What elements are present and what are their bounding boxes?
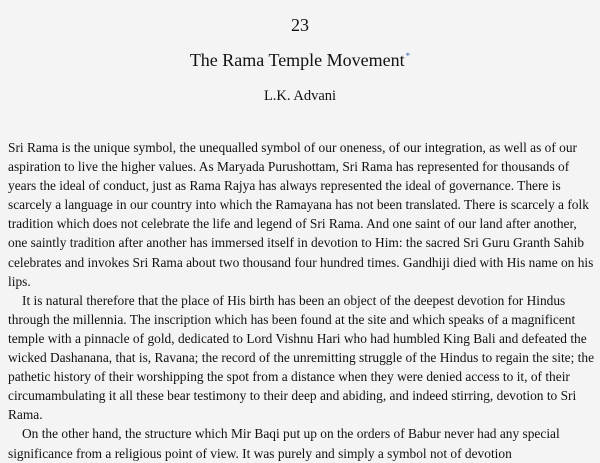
body-text: [8, 138, 595, 463]
author-name: L.K. Advani: [263, 88, 337, 104]
paragraph-3: On the other hand, the structure which Mir Baqi put up on the orders of Babur never had any special significance from a religious point of view. It was purely and simply a symbol not of devotion: [8, 426, 560, 461]
chapter-number: 23: [291, 15, 309, 35]
footnote-marker[interactable]: *: [405, 51, 411, 61]
paragraph-1: Sri Rama is the unique symbol, the unequalled symbol of our oneness, of our integration, as well as of our aspiration to live the higher values. As Maryada Purushottam, Sri Rama has represented for thousands of years the ideal of conduct, just as Rama Rajya has always represented the ideal of governance. There is scarcely a language in our country into which the Ramayana has not been translated. There is scarcely a folk tradition which does not celebrate the life and legend of Sri Rama. And one saint of our land after another, one saintly tradition after another has immersed itself in devotion to Him: the sacred Sri Guru Granth Sahib celebrates and invokes Sri Rama about two thousand four hundred times. Gandhiji died with His name on his lips.: [8, 140, 594, 289]
chapter-title: [0, 48, 600, 72]
paragraph-2: It is natural therefore that the place of His birth has been an object of the deepest devotion for Hindus through the millennia. The inscription which has been found at the site and which speaks of a magnificent temple with a pinnacle of gold, dedicated to Lord Vishnu Hari who had humbled King Bali and defeated the wicked Dashanana, that is, Ravana; the record of the unremitting struggle of the Hindus to regain the site; the pathetic history of their worshipping the spot from a distance when they were denied access to it, of their circumambulating it all these bear testimony to their deep and abiding, and indeed stirring, devotion to Sri Rama.: [8, 292, 595, 423]
chapter-title-text: The Rama Temple Movement: [189, 50, 405, 70]
